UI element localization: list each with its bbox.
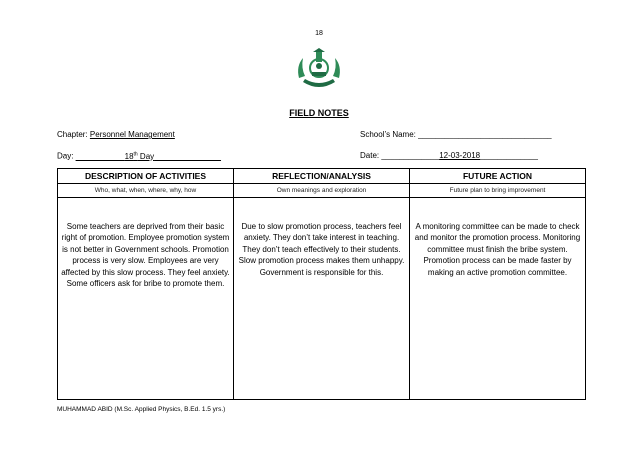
date-label: Date:: [360, 151, 382, 160]
date-trailing: _____________: [480, 151, 538, 160]
date-line: [360, 151, 538, 160]
university-logo-icon: [293, 48, 345, 92]
chapter-line: [57, 130, 175, 139]
day-prefix: ___________: [75, 151, 125, 161]
day-number: 18: [124, 151, 134, 161]
chapter-label: Chapter:: [57, 130, 90, 139]
author-footer: MUHAMMAD ABID (M.Sc. Applied Physics, B.Ed. 1.5 yrs.): [57, 406, 226, 413]
cell-future-action: A monitoring committee can be made to check and monitor the promotion process. Monitoring committee must finish the bribe system. Promotion process can be made faster by making an active promotion committee.: [410, 198, 586, 400]
subheader-reflection: Own meanings and exploration: [234, 184, 410, 198]
day-value: [76, 152, 221, 161]
subheader-description: Who, what, when, where, why, how: [58, 184, 234, 198]
page-title: FIELD NOTES: [289, 108, 349, 118]
header-description: DESCRIPTION OF ACTIVITIES: [58, 169, 234, 184]
day-suffix: th: [133, 151, 138, 157]
cell-reflection: Due to slow promotion process, teachers feel anxiety. They don’t take interest in teaching. They don’t teach effectively to their students. Slow promotion process makes them unhappy. Government is responsible for this.: [234, 198, 410, 400]
page-number: 18: [315, 30, 323, 37]
day-word: Day: [137, 151, 155, 161]
school-line: [360, 130, 552, 139]
day-label: Day:: [57, 151, 76, 161]
day-trailing: _______________: [154, 151, 221, 161]
school-label: School’s Name:: [360, 130, 419, 139]
table-row: [58, 198, 586, 400]
field-notes-table: [57, 168, 586, 400]
table-header-row: [58, 169, 586, 184]
date-value: 12-03-2018: [439, 151, 481, 160]
day-line: [57, 151, 221, 161]
chapter-value: Personnel Management: [89, 130, 175, 139]
school-value: ______________________________: [418, 130, 552, 139]
header-future-action: FUTURE ACTION: [410, 169, 586, 184]
subheader-future-action: Future plan to bring improvement: [410, 184, 586, 198]
table-subheader-row: [58, 184, 586, 198]
header-reflection: REFLECTION/ANALYSIS: [234, 169, 410, 184]
cell-description: Some teachers are deprived from their basic right of promotion. Employee promotion system is not better in Government schools. Promotion process is very slow. Employees are very affected by this slow process. They feel anxiety. Some officers ask for bribe to promote them.: [58, 198, 234, 400]
date-prefix: _____________: [381, 151, 440, 160]
